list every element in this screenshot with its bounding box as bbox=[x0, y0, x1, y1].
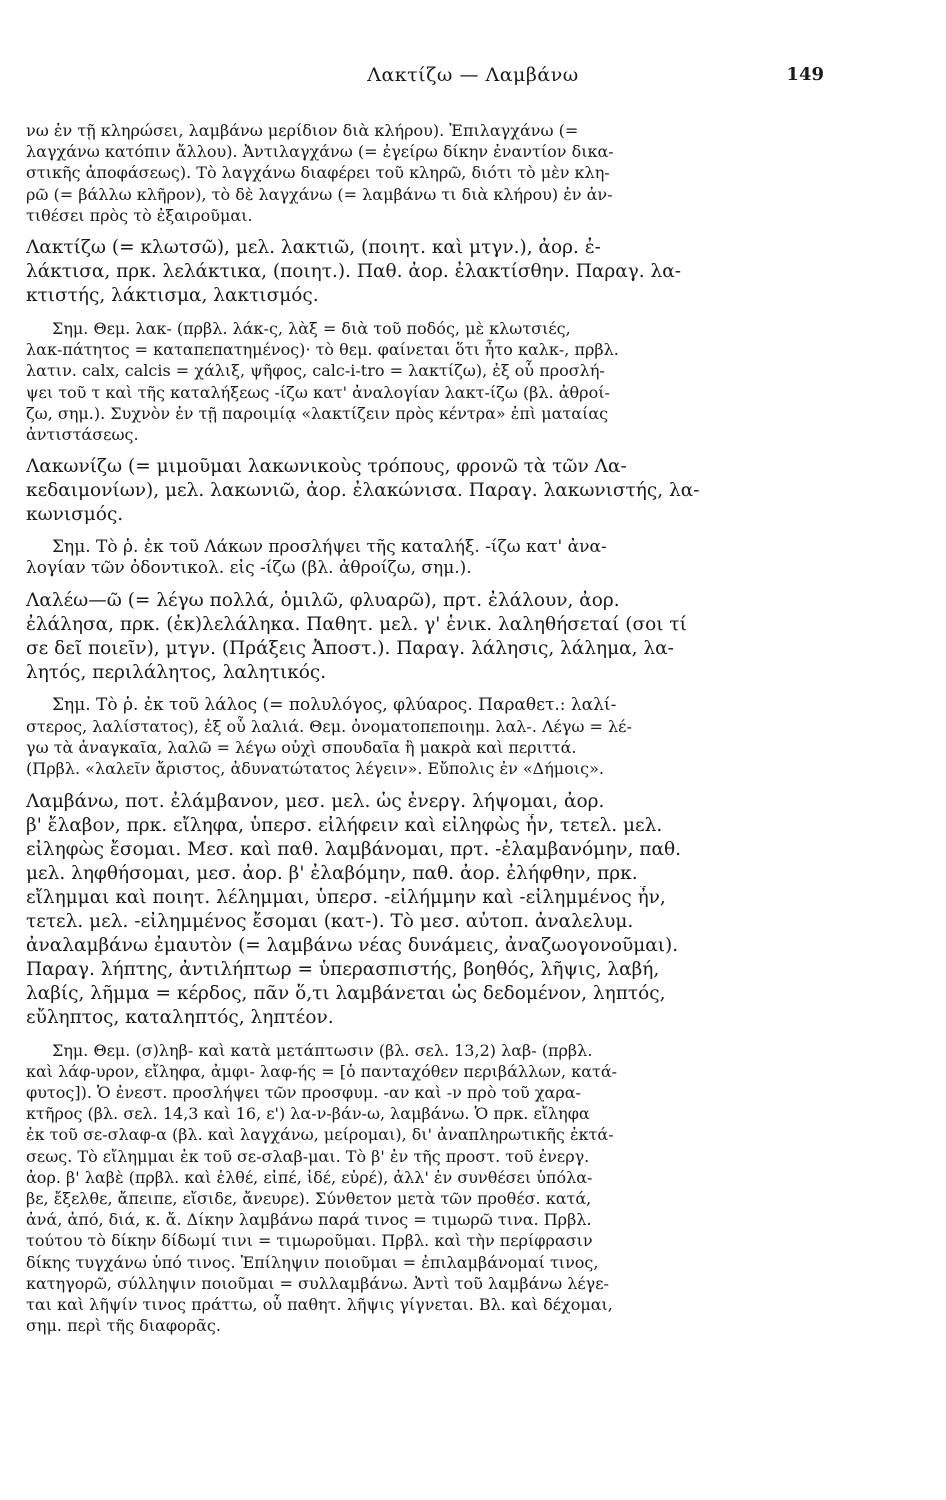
text-line: φυτος]). Ὁ ἐνεστ. προσλήψει τῶν προσφυμ. -αν καὶ -ν πρὸ τοῦ χαρα- bbox=[26, 1083, 581, 1102]
entry-lakonizo bbox=[26, 455, 826, 527]
text-line: μελ. ληφθήσομαι, μεσ. ἀορ. β' ἐλαβόμην, παθ. ἀορ. ἐλήφθην, πρκ. bbox=[26, 862, 638, 884]
text-line: καὶ λάφ-υρον, εἴληφα, ἀμφι- λαφ-ής = [ὁ πανταχόθεν περιβάλλων, κατά- bbox=[26, 1061, 618, 1081]
text-line: νω ἐν τῇ κληρώσει, λαμβάνω μερίδιον διὰ κλήρου). Ἐπιλαγχάνω (= bbox=[26, 121, 579, 140]
text-line: λητός, περιλάλητος, λαλητικός. bbox=[26, 662, 327, 684]
text-line: ἐλάλησα, πρκ. (ἐκ)λελάληκα. Παθητ. μελ. γ' ἑνικ. λαληθήσεταί (σοι τί bbox=[26, 614, 687, 636]
text-line: λάκτισα, πρκ. λελάκτικα, (ποιητ.). Παθ. ἀορ. ἐλακτίσθην. Παραγ. λα- bbox=[26, 260, 681, 282]
text-line: σεως. Τὸ εἴλημμαι ἐκ τοῦ σε-σλαβ-μαι. Τὸ β' ἐν τῆς προστ. τοῦ ἐνεργ. bbox=[26, 1146, 590, 1166]
text-line: Λακωνίζω (= μιμοῦμαι λακωνικοὺς τρόπους, φρονῶ τὰ τῶν Λα- bbox=[26, 456, 627, 478]
text-line: ψει τοῦ τ καὶ τῆς καταλήξεως -ίζω κατ' ἀναλογίαν λακτ-ίζω (βλ. ἀθροί- bbox=[26, 382, 610, 402]
text-line: ἐκ τοῦ σε-σλαφ-α (βλ. καὶ λαγχάνω, μείρομαι), δι' ἀναπληρωτικῆς ἐκτά- bbox=[26, 1125, 614, 1145]
text-line: λαβίς, λῆμμα = κέρδος, πᾶν ὅ,τι λαμβάνεται ὡς δεδομένον, ληπτός, bbox=[26, 982, 666, 1004]
text-line: τετελ. μελ. -εἰλημμένος ἔσομαι (κατ-). Τὸ μεσ. αὐτοπ. ἀναλελυμ. bbox=[26, 910, 634, 932]
dictionary-body bbox=[26, 120, 826, 1346]
text-line: ζω, σημ.). Συχνὸν ἐν τῇ παροιμίᾳ «λακτίζειν πρὸς κέντρα» ἐπὶ ματαίας bbox=[26, 403, 609, 423]
text-line: Σημ. Τὸ ῥ. ἐκ τοῦ λάλος (= πολυλόγος, φλύαρος. Παραθετ.: λαλί- bbox=[52, 695, 617, 716]
text-line: λογίαν τῶν ὀδοντικολ. εἰς -ίζω (βλ. ἀθροίζω, σημ.). bbox=[26, 558, 472, 579]
text-line: τιθέσει πρὸς τὸ ἐξαιροῦμαι. bbox=[26, 205, 253, 225]
text-line: κεδαιμονίων), μελ. λακωνιῶ, ἀορ. ἐλακώνισα. Παραγ. λακωνιστής, λα- bbox=[26, 480, 700, 502]
text-line: λακ-πάτητος = καταπεπατημένος)· τὸ θεμ. φαίνεται ὅτι ἦτο καλκ-, πρβλ. bbox=[26, 340, 619, 360]
text-line: γω τὰ ἀναγκαῖα, λαλῶ = λέγω οὐχὶ σπουδαῖα ἢ μακρὰ καὶ περιττά. bbox=[26, 738, 577, 758]
text-line: δίκης τυγχάνω ὑπό τινος. Ἐπίληψιν ποιοῦμαι = ἐπιλαμβάνομαί τινος, bbox=[26, 1252, 599, 1272]
text-line: ἀντιστάσεως. bbox=[26, 424, 139, 444]
text-line: εἴλημμαι καὶ ποιητ. λέλημμαι, ὑπερσ. -εἰλήμμην καὶ -εἰλημμένος ἦν, bbox=[26, 886, 666, 908]
text-line: στερος, λαλίστατος), ἐξ οὗ λαλιά. Θεμ. ὀνοματοπεποιημ. λαλ-. Λέγω = λέ- bbox=[26, 717, 632, 737]
text-line: Σημ. Τὸ ῥ. ἐκ τοῦ Λάκων προσλήψει τῆς καταλήξ. -ίζω κατ' ἀνα- bbox=[52, 537, 607, 558]
page-header bbox=[0, 64, 946, 90]
text-line: κατηγορῶ, σύλληψιν ποιοῦμαι = συλλαμβάνω. Ἀντὶ τοῦ λαμβάνω λέγε- bbox=[26, 1273, 609, 1293]
text-line: ἀορ. β' λαβὲ (πρβλ. καὶ ἐλθέ, εἰπέ, ἰδέ, εὑρέ), ἀλλ' ἐν συνθέσει ὑπόλα- bbox=[26, 1167, 593, 1187]
text-line: βε, ἔξελθε, ἄπειπε, εἴσιδε, ἄνευρε). Σύνθετον μετὰ τῶν προθέσ. κατά, bbox=[26, 1188, 592, 1208]
text-line: β' ἔλαβον, πρκ. εἴληφα, ὑπερσ. εἰλήφειν καὶ εἰληφὼς ἦν, τετελ. μελ. bbox=[26, 814, 663, 836]
entry-laktizo bbox=[26, 236, 826, 308]
text-line: κτῆρος (βλ. σελ. 14,3 καὶ 16, ε') λα-ν-βάν-ω, λαμβάνω. Ὁ πρκ. εἴληφα bbox=[26, 1104, 590, 1124]
text-line: Σημ. Θεμ. (σ)ληβ- καὶ κατὰ μετάπτωσιν (βλ. σελ. 13,2) λαβ- (πρβλ. bbox=[52, 1040, 593, 1060]
text-line: κωνισμός. bbox=[26, 504, 124, 526]
text-line: Σημ. Θεμ. λακ- (πρβλ. λάκ-ς, λὰξ = διὰ τοῦ ποδός, μὲ κλωτσιές, bbox=[52, 318, 571, 338]
text-line: σημ. περὶ τῆς διαφορᾶς. bbox=[26, 1316, 221, 1336]
text-line: Λαλέω—ῶ (= λέγω πολλά, ὁμιλῶ, φλυαρῶ), πρτ. ἐλάλουν, ἀορ. bbox=[26, 590, 620, 612]
text-line: ρῶ (= βάλλω κλῆρον), τὸ δὲ λαγχάνω (= λαμβάνω τι διὰ κλήρου) ἐν ἀν- bbox=[26, 184, 613, 204]
text-line: εὔληπτος, καταληπτός, ληπτέον. bbox=[26, 1006, 334, 1028]
entry-continuation bbox=[26, 120, 826, 226]
entry-laktizo-note bbox=[26, 318, 826, 445]
text-line: ἀνά, ἀπό, διά, κ. ἄ. Δίκην λαμβάνω παρά τινος = τιμωρῶ τινα. Πρβλ. bbox=[26, 1210, 592, 1230]
text-line: (Πρβλ. «λαλεῖν ἄριστος, ἀδυνατώτατος λέγειν». Εὔπολις ἐν «Δήμοις». bbox=[26, 759, 604, 779]
entry-lakonizo-note bbox=[26, 537, 826, 579]
text-line: Λαμβάνω, ποτ. ἐλάμβανον, μεσ. μελ. ὡς ἐνεργ. λήψομαι, ἀορ. bbox=[26, 790, 605, 812]
text-line: τούτου τὸ δίκην δίδωμί τινι = τιμωροῦμαι. Πρβλ. καὶ τὴν περίφρασιν bbox=[26, 1231, 593, 1251]
entry-laleo bbox=[26, 589, 826, 685]
running-head: Λακτίζω — Λαμβάνω bbox=[367, 64, 579, 86]
text-line: κτιστής, λάκτισμα, λακτισμός. bbox=[26, 284, 319, 306]
text-line: Παραγ. λήπτης, ἀντιλήπτωρ = ὑπερασπιστής, βοηθός, λῆψις, λαβή, bbox=[26, 958, 660, 980]
entry-lambano-note bbox=[26, 1040, 826, 1337]
entry-laleo-note bbox=[26, 695, 826, 780]
text-line: ται καὶ λῆψίν τινος πράττω, οὗ παθητ. λῆψις γίγνεται. Βλ. καὶ δέχομαι, bbox=[26, 1294, 613, 1314]
text-line: λατιν. calx, calcis = χάλιξ, ψῆφος, calc-i-tro = λακτίζω), ἐξ οὗ προσλή- bbox=[26, 361, 605, 381]
page-number: 149 bbox=[786, 64, 824, 85]
text-line: λαγχάνω κατόπιν ἄλλου). Ἀντιλαγχάνω (= ἐγείρω δίκην ἐναντίον δικα- bbox=[26, 142, 614, 162]
text-line: εἰληφὼς ἔσομαι. Μεσ. καὶ παθ. λαμβάνομαι, πρτ. -ἐλαμβανόμην, παθ. bbox=[26, 838, 681, 860]
text-line: Λακτίζω (= κλωτσῶ), μελ. λακτιῶ, (ποιητ. καὶ μτγν.), ἀορ. ἐ- bbox=[26, 236, 601, 258]
text-line: ἀναλαμβάνω ἐμαυτὸν (= λαμβάνω νέας δυνάμεις, ἀναζωογονοῦμαι). bbox=[26, 934, 679, 956]
text-line: στικῆς ἀποφάσεως). Τὸ λαγχάνω διαφέρει τοῦ κληρῶ, διότι τὸ μὲν κλη- bbox=[26, 163, 610, 183]
text-line: σε δεῖ ποιεῖν), μτγν. (Πράξεις Ἀποστ.). Παραγ. λάλησις, λάλημα, λα- bbox=[26, 638, 674, 660]
entry-lambano bbox=[26, 790, 826, 1030]
